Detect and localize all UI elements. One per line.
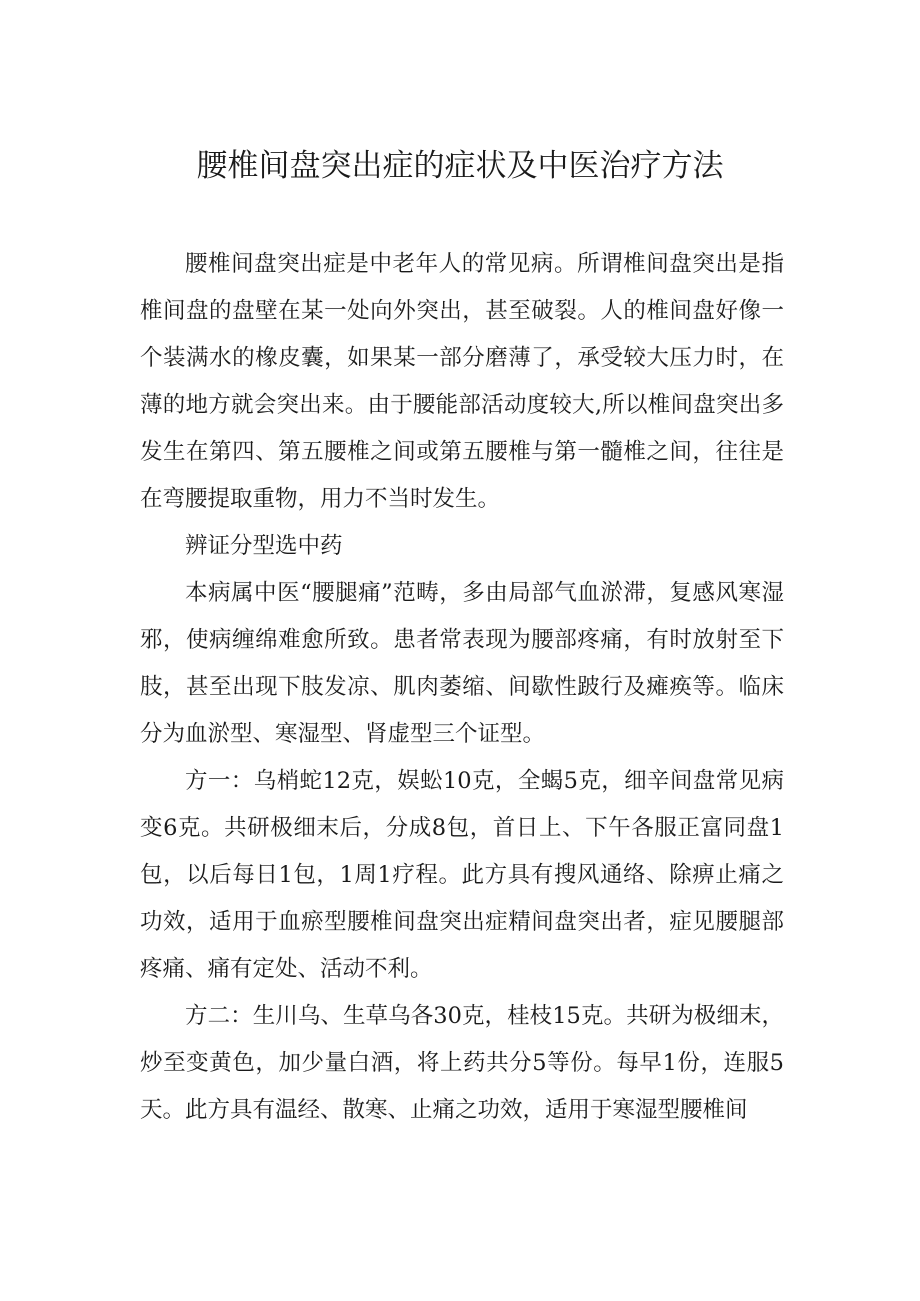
paragraph-prescription-one: 方一：乌梢蛇12克，娱蚣10克，全蝎5克，细辛间盘常见病变6克。共研极细末后，分成8包，首日上、下午各服正富同盘1包，以后每日1包，1周1疗程。此方具有搜风通络、除痹止痛之功效，适用于血瘀型腰椎间盘突出症精间盘突出者，症见腰腿部疼痛、痛有定处、活动不利。	[140, 768, 784, 982]
paragraph-tcm-category: 本病属中医“腰腿痛”范畴，多由局部气血淤滞，复感风寒湿邪，使病缠绵难愈所致。患者常表现为腰部疼痛，有时放射至下肢，甚至出现下肢发凉、肌肉萎缩、间歇性跛行及瘫痪等。临床分为血淤型、寒湿型、肾虚型三个证型。	[140, 580, 784, 747]
document-title: 腰椎间盘突出症的症状及中医治疗方法	[196, 148, 724, 184]
paragraph-intro: 腰椎间盘突出症是中老年人的常见病。所谓椎间盘突出是指椎间盘的盘壁在某一处向外突出，甚至破裂。人的椎间盘好像一个装满水的橡皮囊，如果某一部分磨薄了，承受较大压力时，在薄的地方就会突出来。由于腰能部活动度较大,所以椎间盘突出多发生在第四、第五腰椎之间或第五腰椎与第一髓椎之间，往往是在弯腰提取重物，用力不当时发生。	[140, 251, 784, 512]
document-body	[140, 241, 784, 1134]
section-heading-syndrome: 辨证分型选中药	[185, 533, 343, 559]
paragraph-prescription-two: 方二：生川乌、生草乌各30克，桂枝15克。共研为极细末，炒至变黄色，加少量白酒，将上药共分5等份。每早1份，连服5天。此方具有温经、散寒、止痛之功效，适用于寒湿型腰椎间	[140, 1003, 784, 1123]
